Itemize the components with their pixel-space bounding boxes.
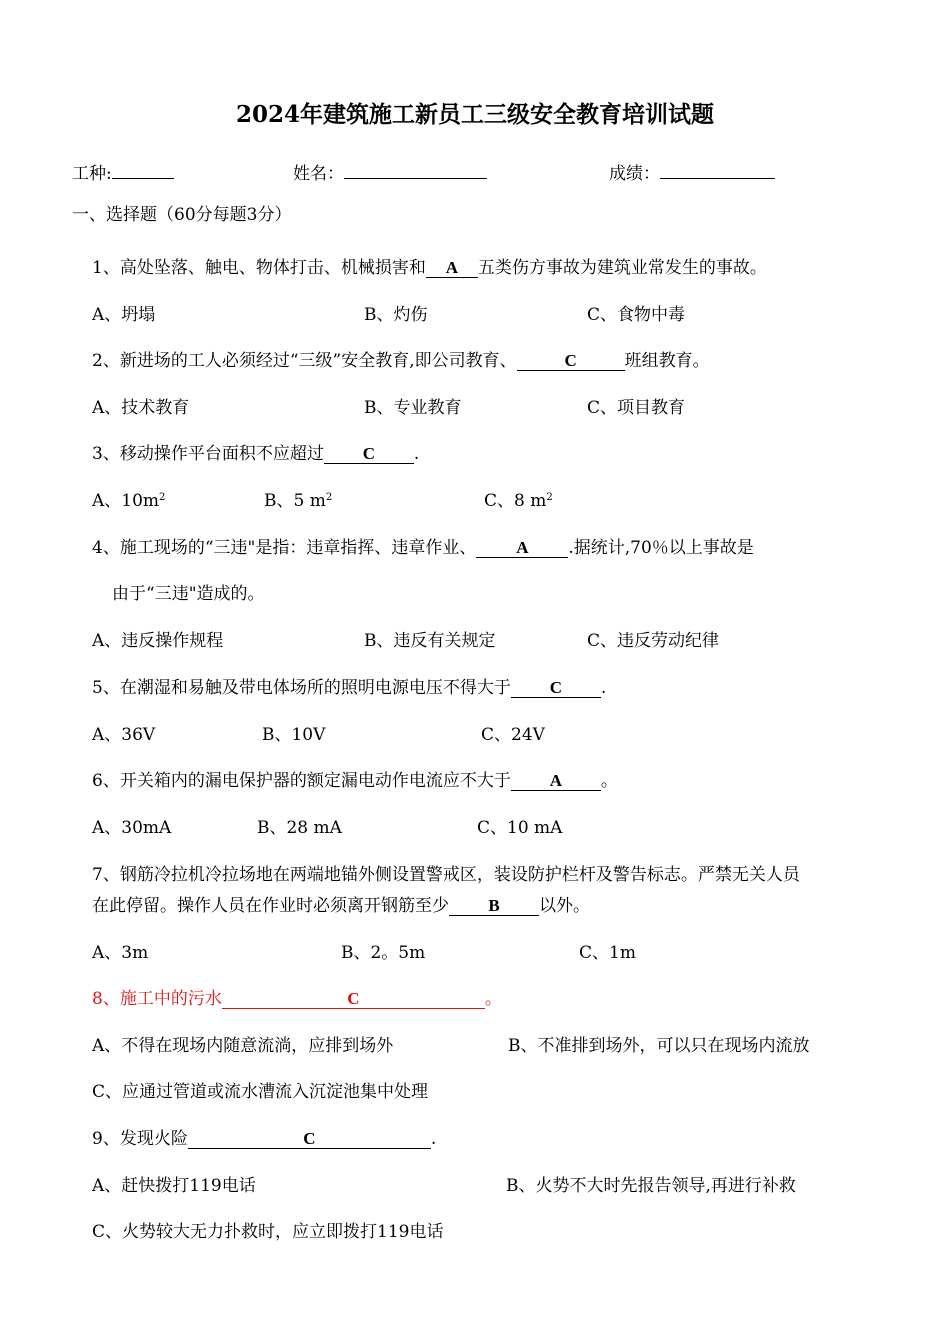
score-blank[interactable] <box>660 160 775 179</box>
trade-field <box>72 160 174 185</box>
q6-option-c: C、10 mA <box>477 818 563 838</box>
name-field <box>293 160 487 185</box>
answer-8: C <box>222 990 485 1009</box>
answer-4: A <box>476 539 568 558</box>
q3-option-a: A、$10m^2$ <box>92 491 166 511</box>
q6-option-a: A、30mA <box>92 818 172 838</box>
name-blank[interactable] <box>344 160 487 179</box>
q5-option-a: A、36V <box>92 725 156 745</box>
question-8: 8、施工中的污水 C 。 <box>92 989 502 1009</box>
q8-option-b: B、不准排到场外，可以只在现场内流放 <box>508 1036 810 1056</box>
q9-option-a: A、赶快拨打119电话 <box>92 1176 256 1196</box>
score-label: 成绩： <box>609 164 660 184</box>
q9-option-c: C、火势较大无力扑救时，应立即拨打119电话 <box>92 1222 444 1242</box>
answer-7: B <box>449 897 539 916</box>
question-6: 6、开关箱内的漏电保护器的额定漏电动作电流应不大于 A 。 <box>92 771 618 791</box>
question-5: 5、在潮湿和易触及带电体场所的照明电源电压不得大于 C . <box>92 678 607 698</box>
q3-option-b: B、5 $m^2$ <box>264 491 333 511</box>
section-heading: 一、选择题（60分每题3分） <box>72 205 292 225</box>
q8-option-c: C、应通过管道或流水漕流入沉淀池集中处理 <box>92 1082 429 1102</box>
name-label: 姓名： <box>293 164 344 184</box>
q2-option-a: A、技术教育 <box>92 398 190 418</box>
question-7: 7、钢筋冷拉机冷拉场地在两端地锚外侧设置警戒区，装设防护栏杆及警告标志。严禁无关人员 <box>92 865 800 885</box>
q7-option-a: A、3m <box>92 943 149 963</box>
answer-5: C <box>511 679 601 698</box>
q1-option-b: B、灼伤 <box>364 305 428 325</box>
q3-option-c: C、8 $m^2$ <box>484 491 553 511</box>
question-9: 9、发现火险 C . <box>92 1129 437 1149</box>
trade-blank[interactable] <box>112 160 174 179</box>
answer-9: C <box>188 1130 431 1149</box>
q2-option-c: C、项目教育 <box>587 398 686 418</box>
q7-option-b: B、2。5m <box>341 943 426 963</box>
question-4: 4、施工现场的“三违"是指：违章指挥、违章作业、 A .据统计,70％以上事故是 <box>92 538 754 558</box>
q5-option-c: C、24V <box>481 725 545 745</box>
q8-option-a: A、不得在现场内随意流淌，应排到场外 <box>92 1036 394 1056</box>
q4-option-b: B、违反有关规定 <box>364 631 496 651</box>
answer-6: A <box>511 772 601 791</box>
question-7-line-2: 在此停留。操作人员在作业时必须离开钢筋至少 B 以外。 <box>92 896 590 916</box>
answer-2: C <box>517 352 625 371</box>
q9-option-b: B、火势不大时先报告领导,再进行补救 <box>506 1176 796 1196</box>
q2-option-b: B、专业教育 <box>364 398 462 418</box>
q1-option-c: C、食物中毒 <box>587 305 686 325</box>
answer-3: C <box>324 445 414 464</box>
question-3: 3、移动操作平台面积不应超过 C . <box>92 444 420 464</box>
question-1: 1、高处坠落、触电、物体打击、机械损害和 A 五类伤方事故为建筑业常发生的事故。 <box>92 258 767 278</box>
score-field <box>609 160 775 185</box>
q4-option-c: C、违反劳动纪律 <box>587 631 720 651</box>
q7-option-c: C、1m <box>579 943 636 963</box>
answer-1: A <box>426 259 478 278</box>
q5-option-b: B、10V <box>262 725 326 745</box>
q6-option-b: B、28 mA <box>257 818 342 838</box>
question-4-continued: 由于“三违"造成的。 <box>112 584 265 604</box>
question-2: 2、新进场的工人必须经过“三级”安全教育,即公司教育、 C 班组教育。 <box>92 351 710 371</box>
q1-option-a: A、坍塌 <box>92 305 156 325</box>
trade-label: 工种: <box>72 164 112 184</box>
page-title: 2024年建筑施工新员工三级安全教育培训试题 <box>235 101 714 128</box>
q4-option-a: A、违反操作规程 <box>92 631 224 651</box>
